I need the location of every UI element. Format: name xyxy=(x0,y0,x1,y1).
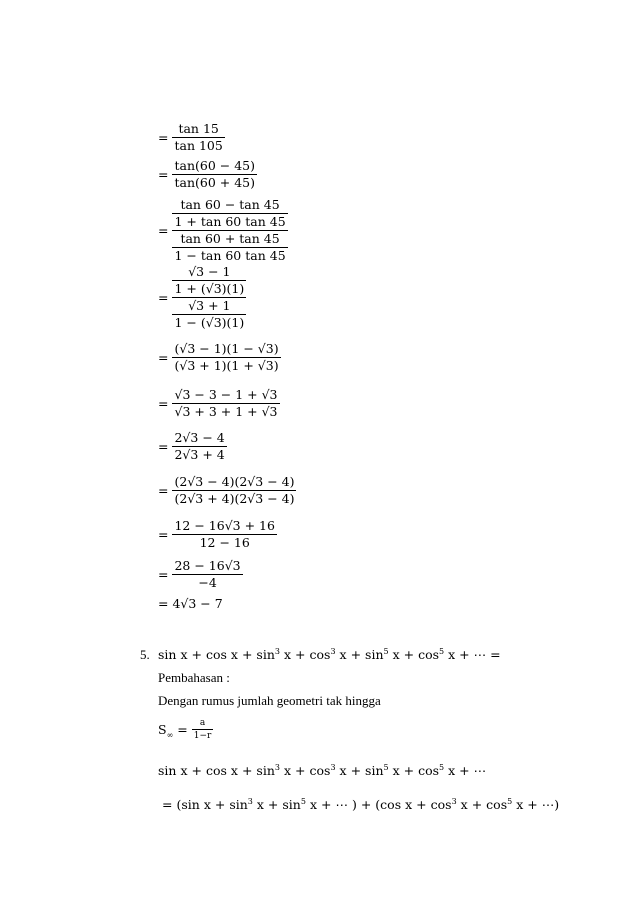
numerator: 12 − 16√3 + 16 xyxy=(174,518,275,533)
numerator: √3 + 1 xyxy=(188,298,231,313)
equals-sign: = xyxy=(158,527,169,542)
formula-fraction: $\frac{a}{1-r}$ xyxy=(193,718,212,741)
equation-step-7 xyxy=(158,431,227,462)
denominator: 1 + tan 60 tan 45 xyxy=(174,214,286,229)
denominator: (2√3 + 4)(2√3 − 4) xyxy=(174,491,295,506)
denominator: (√3 + 1)(1 + √3) xyxy=(174,358,279,373)
denominator: √3 + 3 + 1 + √3 xyxy=(174,404,278,419)
problem-number: 5. xyxy=(140,647,150,662)
equals-sign: = xyxy=(158,290,169,305)
lower-fraction xyxy=(172,232,287,263)
numerator: 28 − 16√3 xyxy=(174,558,241,573)
numerator: tan 15 xyxy=(178,121,219,136)
denominator: 2√3 + 4 xyxy=(174,447,225,462)
pembahasan-heading: Pembahasan : xyxy=(158,670,230,685)
problem-5-statement: $\sin x + \cos x + \sin^3 x + \cos^3 x + \sin^5 x + \cos^5 x$ + ⋯ = xyxy=(158,646,501,662)
fraction xyxy=(172,475,296,506)
infinite-sum-formula: $S_\infty$ = $\frac{a}{1-r}$ xyxy=(158,718,212,741)
grouped-series-expression: = (sin $x + \sin^3 x + \sin^5 x$ + ⋯ ) + (cos $x + \cos^3 x + \cos^5 x$ + ⋯) xyxy=(162,796,560,812)
equation-step-4 xyxy=(158,265,246,330)
fraction xyxy=(172,159,257,190)
numerator: √3 − 1 xyxy=(188,264,231,279)
rumus-text: Dengan rumus jumlah geometri tak hingga xyxy=(158,693,381,708)
equals-sign: = xyxy=(158,167,169,182)
equation-step-6 xyxy=(158,388,280,419)
denominator: tan(60 + 45) xyxy=(174,175,255,190)
s-infinity: $S_\infty$ xyxy=(158,722,174,740)
upper-fraction xyxy=(172,265,246,296)
equation-final-step: = 4√3 − 7 xyxy=(158,596,223,611)
numerator: 2√3 − 4 xyxy=(174,430,225,445)
equation-step-10 xyxy=(158,559,243,590)
equals-sign: = xyxy=(158,223,169,238)
equals-sign: = xyxy=(158,350,169,365)
fraction xyxy=(172,519,276,550)
equals-sign: = xyxy=(158,130,169,145)
denominator: 1 − tan 60 tan 45 xyxy=(174,248,286,263)
numerator: (√3 − 1)(1 − √3) xyxy=(174,341,279,356)
numerator: tan 60 − tan 45 xyxy=(180,197,280,212)
equation-step-2 xyxy=(158,159,257,190)
series-expression: $\sin x + \cos x + \sin^3 x + \cos^3 x + \sin^5 x + \cos^5 x$ + ⋯ xyxy=(158,762,487,778)
equation-step-5 xyxy=(158,342,281,373)
denominator: 1 + (√3)(1) xyxy=(174,281,245,296)
numerator: tan(60 − 45) xyxy=(174,158,255,173)
equation-step-1 xyxy=(158,122,225,153)
equals-sign: = xyxy=(158,483,169,498)
lower-fraction xyxy=(172,299,246,330)
fraction xyxy=(172,431,226,462)
denominator: 1 − (√3)(1) xyxy=(174,315,245,330)
fraction xyxy=(172,122,224,153)
equals-sign: = xyxy=(158,439,169,454)
compound-fraction xyxy=(172,198,287,263)
equals-sign: = xyxy=(158,567,169,582)
fraction xyxy=(172,559,242,590)
equation-step-9 xyxy=(158,519,277,550)
numerator: tan 60 + tan 45 xyxy=(180,231,280,246)
compound-fraction xyxy=(172,265,246,330)
upper-fraction xyxy=(172,198,287,229)
fraction xyxy=(172,342,280,373)
numerator: (2√3 − 4)(2√3 − 4) xyxy=(174,474,295,489)
numerator: √3 − 3 − 1 + √3 xyxy=(174,387,278,402)
denominator: tan 105 xyxy=(174,138,223,153)
equation-step-8 xyxy=(158,475,296,506)
equals-sign: = xyxy=(158,396,169,411)
denominator: 12 − 16 xyxy=(199,535,250,550)
fraction xyxy=(172,388,279,419)
equation-step-3 xyxy=(158,198,288,263)
denominator: −4 xyxy=(198,575,217,590)
